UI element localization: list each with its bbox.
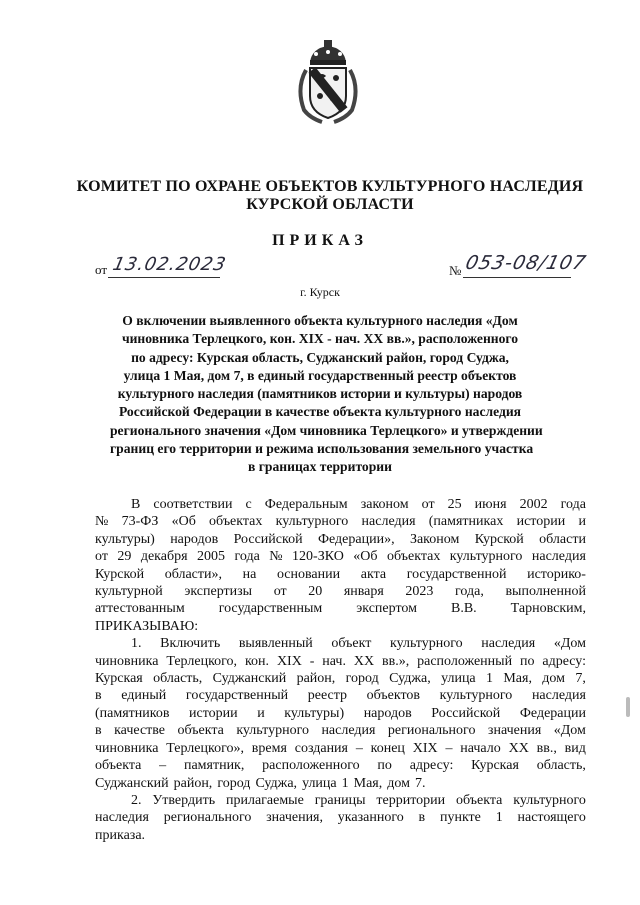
word: указанного (337, 810, 404, 826)
word: чиновника (95, 740, 159, 756)
body-line (95, 548, 586, 565)
word: года (234, 549, 260, 565)
subject-line: Российской Федерации в качестве объекта культурного наследия (118, 404, 522, 420)
word: 2005 (197, 549, 225, 565)
number-underline (463, 277, 571, 278)
word: Федеральным (264, 497, 348, 512)
body-line (95, 635, 586, 652)
word: государственным (218, 601, 323, 617)
word: культуры) (95, 531, 155, 547)
word: в (95, 723, 102, 739)
word: от (95, 549, 108, 565)
word: район, (296, 671, 336, 687)
word: прилагаемые (225, 792, 304, 808)
word: качестве (114, 723, 166, 739)
organization-name-line2: КУРСКОЙ ОБЛАСТИ (246, 196, 414, 213)
word: аттестованным (95, 601, 185, 617)
word: – (445, 740, 453, 756)
word: объектах (386, 549, 441, 565)
word: время (251, 740, 287, 756)
word: – (355, 740, 363, 756)
word: народов (363, 705, 412, 721)
word: культурного (389, 636, 463, 652)
word: улица (302, 775, 337, 791)
word: 29 (117, 549, 132, 565)
word: чиновника (95, 653, 159, 669)
word: года, (455, 584, 484, 600)
word: адресу: (409, 758, 454, 774)
body-line (95, 705, 586, 722)
word: Федерации», (317, 531, 395, 547)
word: Терлецкого», (166, 740, 244, 756)
word: 2. (131, 792, 142, 808)
word: области», (164, 566, 223, 582)
word: начало (460, 740, 501, 756)
subject-line: культурного наследия (памятников истории и культуры) народов (117, 386, 523, 402)
word: акта (360, 566, 387, 582)
word: народов (170, 531, 219, 547)
word: - (309, 653, 315, 669)
date-underline (108, 277, 220, 278)
word: экспертом (356, 601, 417, 617)
word: культуры) (284, 705, 345, 721)
word: нач. (322, 653, 346, 669)
word: область, (536, 758, 586, 774)
word: истории (516, 514, 566, 530)
word: Терлецкого, (166, 653, 238, 669)
word: XIX (276, 653, 302, 669)
word: культурной (95, 584, 163, 600)
body-line (95, 792, 586, 809)
body-line (95, 827, 586, 844)
word: основании (276, 566, 341, 582)
subject-line: О включении выявленного объекта культурного наследия «Дом (122, 313, 518, 328)
word: наследия (531, 688, 586, 704)
word: 7, (575, 671, 586, 687)
order-body (95, 496, 586, 844)
word: 7. (414, 775, 426, 791)
number-prefix: № (449, 263, 462, 278)
word: В (131, 497, 141, 512)
word: декабря (140, 549, 188, 565)
word: объект (331, 636, 372, 652)
word: Мая, (503, 671, 532, 687)
body-line (95, 600, 586, 617)
word: культурного (236, 723, 309, 739)
order-subject (110, 312, 543, 477)
word: № (95, 514, 109, 530)
subject-line: границ его территории и режима использования земельного участка (110, 441, 534, 457)
body-line (95, 583, 586, 600)
subject-line: чиновника Терлецкого, кон. XIX - нач. XX вв.», расположенного (121, 331, 519, 347)
word: Утвердить (152, 792, 216, 808)
word: (памятниках (428, 514, 504, 530)
word: город (345, 671, 379, 687)
word: июня (474, 497, 507, 512)
word: приказа. (95, 827, 146, 843)
word: по (377, 758, 392, 774)
word: XX (508, 740, 529, 756)
subject-line: улица 1 Мая, дом 7, в единый государственный реестр объектов (123, 367, 517, 383)
word: Суджанский (95, 775, 169, 791)
word: район, (173, 775, 213, 791)
subject-line: по адресу: Курская область, Суджанский район, город Суджа, (131, 349, 509, 365)
word: области (539, 531, 586, 547)
word: город (217, 775, 251, 791)
word: экспертизы (184, 584, 253, 600)
word: Мая, (353, 775, 383, 791)
coat-of-arms-icon (296, 40, 360, 124)
word: Курская (95, 671, 143, 687)
body-line (95, 618, 586, 635)
word: 1 (341, 775, 349, 791)
word: 2002 (519, 497, 548, 512)
word: от (273, 584, 287, 600)
word: истории (189, 705, 238, 721)
word: объекта (95, 758, 142, 774)
body-line (95, 531, 586, 548)
body-line (95, 687, 586, 704)
organization-name-line1: КОМИТЕТ ПО ОХРАНЕ ОБЪЕКТОВ КУЛЬТУРНОГО НАСЛЕДИЯ (76, 178, 584, 195)
word: реестр (307, 688, 348, 704)
word: культурного (439, 688, 513, 704)
word: значения (487, 723, 542, 739)
word: Суджанский (212, 671, 287, 687)
body-line (95, 757, 586, 774)
word: дом (542, 671, 566, 687)
word: государственный (185, 688, 289, 704)
word: 2023 (405, 584, 434, 600)
word: регионального (387, 723, 476, 739)
word: в (95, 688, 102, 704)
word: – (159, 758, 167, 774)
word: 1 (486, 671, 493, 687)
word: законом (360, 497, 409, 512)
word: 20 (308, 584, 323, 600)
word: января (343, 584, 384, 600)
word: Суджа, (389, 671, 431, 687)
word: вв.», (381, 653, 410, 669)
binding-mark (626, 697, 630, 717)
word: дом (387, 775, 410, 791)
word: конец (370, 740, 405, 756)
word: наследия (481, 636, 536, 652)
word: на (242, 566, 257, 582)
word: вид (564, 740, 586, 756)
word: улица (441, 671, 476, 687)
body-line (95, 513, 586, 530)
word: от (421, 497, 435, 512)
word: и (578, 514, 586, 530)
word: «Дом (553, 723, 586, 739)
word: значения, (266, 810, 323, 826)
word: историко- (527, 566, 586, 582)
word: Российской (233, 531, 303, 547)
word: Тарновским, (510, 601, 586, 617)
word: объекта (456, 792, 503, 808)
word: и (257, 705, 265, 721)
word: культурного (449, 549, 523, 565)
word: адресу: (542, 653, 586, 669)
word: Законом (409, 531, 460, 547)
word: объектов (366, 688, 421, 704)
word: XIX (412, 740, 438, 756)
word: объектах (209, 514, 263, 530)
document-number: 053-08/107 (463, 252, 589, 274)
word: выполненной (505, 584, 586, 600)
word: культурного (513, 792, 586, 808)
word: наследия (361, 514, 416, 530)
word: 120-ЗКО (292, 549, 344, 565)
word: XX (353, 653, 375, 669)
document-date: 13.02.2023 (110, 254, 229, 275)
word: Включить (160, 636, 221, 652)
word: выявленный (238, 636, 313, 652)
word: «Об (171, 514, 196, 530)
word: года (560, 497, 586, 512)
word: расположенный (417, 653, 513, 669)
word: объекта (177, 723, 224, 739)
word: памятник, (183, 758, 245, 774)
body-line (95, 670, 586, 687)
word: соответствии (153, 497, 233, 512)
word: Курской (474, 531, 524, 547)
city-label: г. Курск (300, 285, 340, 299)
word: 25 (447, 497, 462, 512)
word: в (418, 810, 426, 826)
word: наследия (95, 810, 149, 826)
body-line (95, 653, 586, 670)
body-line (95, 566, 586, 583)
word: В.В. (450, 601, 477, 617)
word: ПРИКАЗЫВАЮ: (95, 618, 199, 634)
word: «Об (353, 549, 378, 565)
word: по (519, 653, 535, 669)
word: государственной (406, 566, 507, 582)
word: наследия (531, 549, 586, 565)
document-type-title: ПРИКАЗ (272, 232, 368, 249)
word: наследия (321, 723, 376, 739)
date-prefix: от (95, 262, 108, 277)
word: территории (376, 792, 446, 808)
word: Федерации (519, 705, 586, 721)
word: создания (294, 740, 348, 756)
word: Курская (471, 758, 519, 774)
subject-line: регионального значения «Дом чиновника Терлецкого» и утверждении (110, 422, 543, 438)
body-line (95, 496, 586, 513)
word: расположенного (262, 758, 360, 774)
word: 1. (131, 636, 142, 652)
word: настоящего (517, 810, 586, 826)
word: границы (314, 792, 366, 808)
word: единый (121, 688, 167, 704)
subject-line: в границах территории (248, 459, 392, 475)
word: (памятников (95, 705, 170, 721)
word: 73-ФЗ (121, 514, 159, 530)
word: вв., (536, 740, 557, 756)
word: «Дом (553, 636, 586, 652)
word: Курской (95, 566, 145, 582)
body-line (95, 809, 586, 826)
body-line (95, 740, 586, 757)
word: культурного (275, 514, 349, 530)
word: с (245, 497, 252, 512)
word: Российской (431, 705, 501, 721)
body-line (95, 722, 586, 739)
word: регионального (163, 810, 252, 826)
word: № (269, 549, 283, 565)
word: область, (153, 671, 203, 687)
word: 1 (495, 810, 503, 826)
word: кон. (244, 653, 270, 669)
word: Суджа, (255, 775, 298, 791)
body-line (95, 775, 586, 792)
word: пункте (439, 810, 481, 826)
